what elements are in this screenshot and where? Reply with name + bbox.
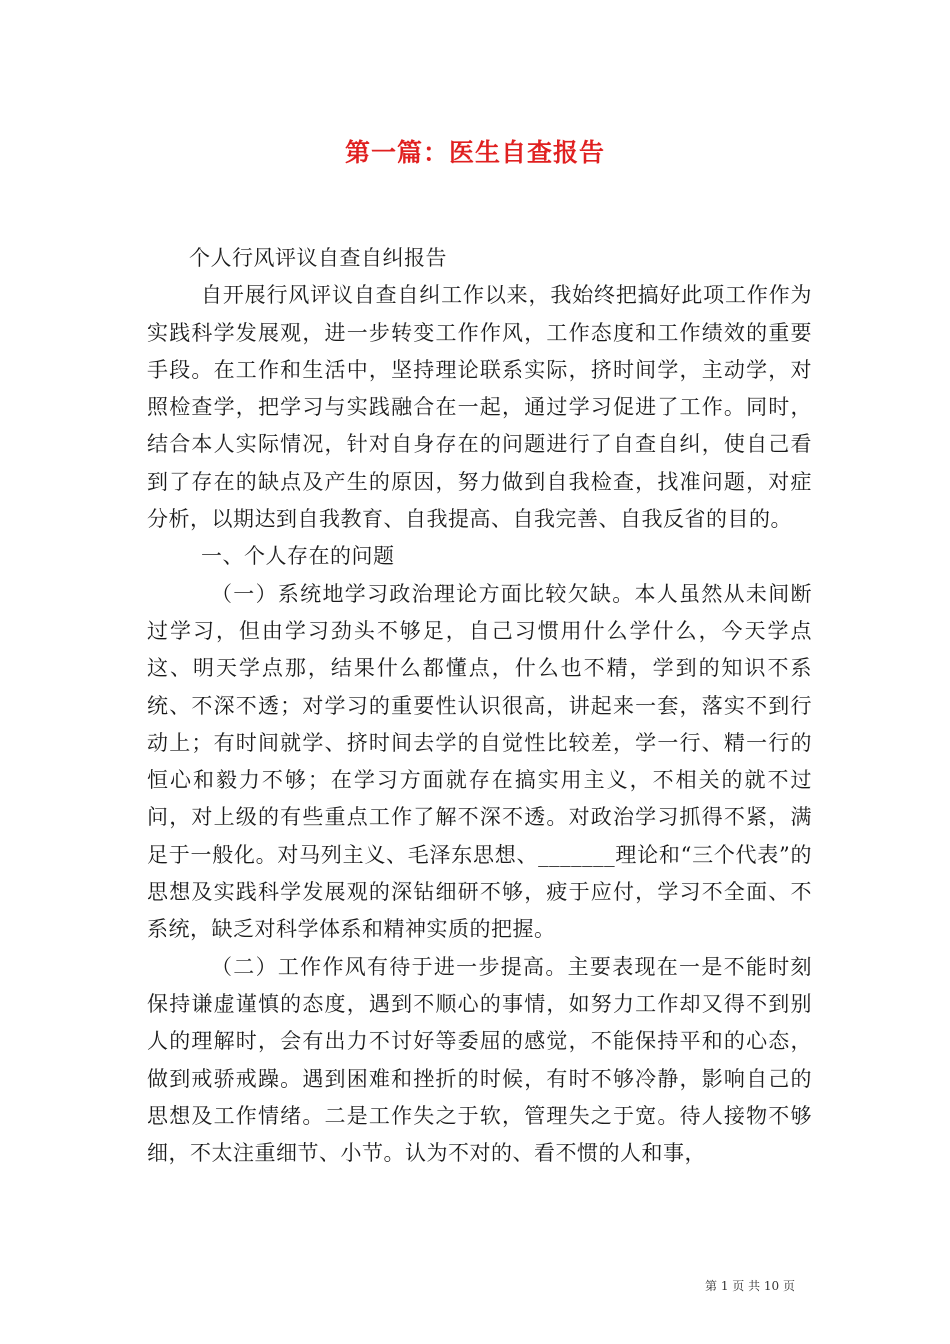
intro-paragraph: 自开展行风评议自查自纠工作以来，我始终把搞好此项工作作为实践科学发展观，进一步转变工作作风，工作态度和工作绩效的重要手段。在工作和生活中，坚持理论联系实际，挤时间学，主动学，对照检查学，把学习与实践融合在一起，通过学习促进了工作。同时，结合本人实际情况，针对自身存在的问题进行了自查自纠，使自己看到了存在的缺点及产生的原因，努力做到自我检查，找准问题，对症分析，以期达到自我教育、自我提高、自我完善、自我反省的目的。 [147,283,812,532]
document-title: 第一篇：医生自查报告 [344,138,605,167]
item-paragraph-2: （二）工作作风有待于进一步提高。主要表现在一是不能时刻保持谦虚谨慎的态度，遇到不顺心的事情，如努力工作却又得不到别人的理解时，会有出力不讨好等委屈的感觉，不能保持平和的心态，做到戒骄戒躁。遇到困难和挫折的时候，有时不够冷静，影响自己的思想及工作情绪。二是工作失之于软，管理失之于宽。待人接物不够细，不太注重细节、小节。认为不对的、看不惯的人和事， [147,954,812,1166]
document-body [147,240,812,1172]
page-number: 第 1 页 共 10 页 [705,1279,795,1293]
section-heading: 一、个人存在的问题 [201,544,395,569]
document-subtitle: 个人行风评议自查自纠报告 [189,246,447,270]
item-paragraph-1: （一）系统地学习政治理论方面比较欠缺。本人虽然从未间断过学习，但由学习劲头不够足，自己习惯用什么学什么，今天学点这、明天学点那，结果什么都懂点，什么也不精，学到的知识不系统、不深不透；对学习的重要性认识很高，讲起来一套，落实不到行动上；有时间就学、挤时间去学的自觉性比较差，学一行、精一行的恒心和毅力不够；在学习方面就存在搞实用主义，不相关的就不过问，对上级的有些重点工作了解不深不透。对政治学习抓得不紧，满足于一般化。对马列主义、毛泽东思想、_______理论和“三个代表”的思想及实践科学发展观的深钻细研不够，疲于应付，学习不全面、不系统，缺乏对科学体系和精神实质的把握。 [147,581,812,942]
